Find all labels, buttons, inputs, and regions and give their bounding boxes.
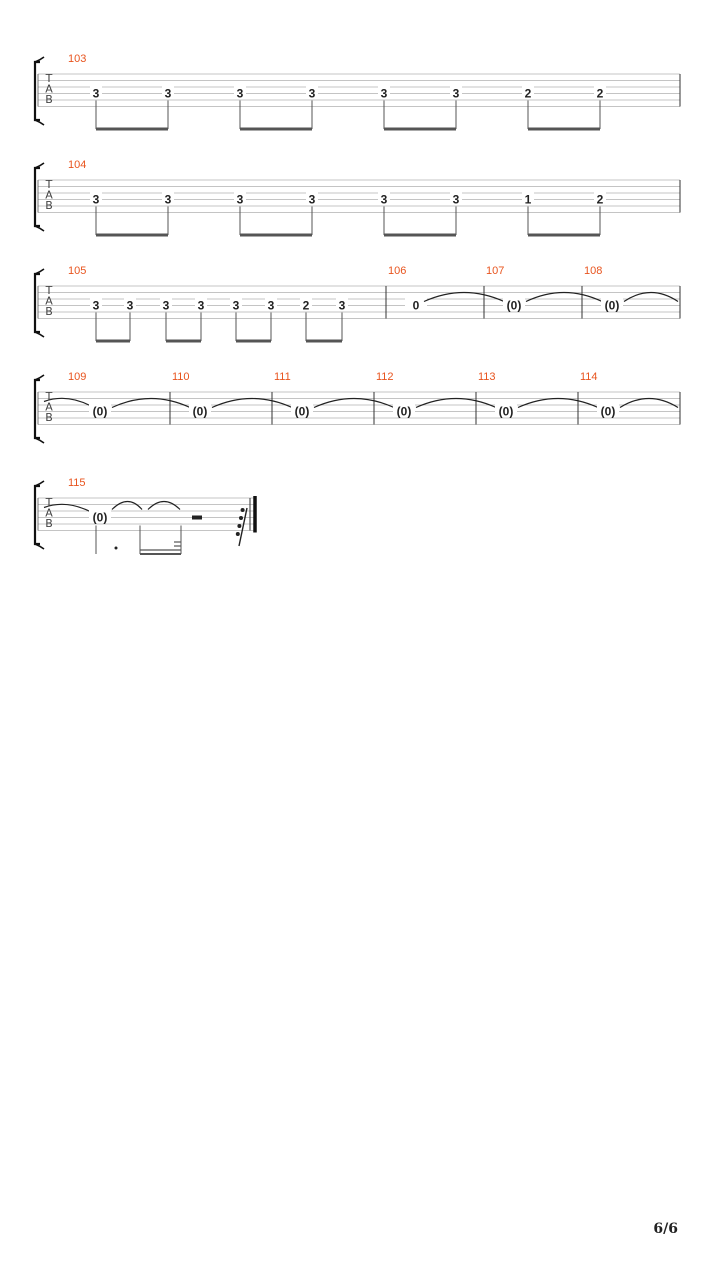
dot [115, 547, 118, 550]
tab-clef-letter: B [45, 199, 53, 212]
measure-number: 113 [478, 371, 496, 383]
measure-number: 109 [68, 371, 87, 383]
fret-number: 3 [452, 192, 460, 207]
measure-number: 111 [274, 371, 291, 383]
fret-number: 3 [197, 298, 205, 313]
measure-number: 115 [68, 477, 86, 489]
tie-arc [424, 293, 504, 302]
measure-number: 110 [172, 371, 190, 383]
fret-number: (0) [600, 404, 616, 419]
page-number: 6/6 [653, 1221, 678, 1237]
measure-number: 112 [376, 371, 394, 383]
fret-number: (0) [294, 404, 310, 419]
fret-number: 3 [232, 298, 240, 313]
tie-arc [518, 399, 598, 408]
fret-number: 3 [380, 86, 388, 101]
tie-arc [620, 399, 678, 408]
fret-number: 2 [302, 298, 310, 313]
tab-system [35, 371, 680, 443]
tab-clef-letter: T [45, 178, 53, 191]
fret-number: 3 [162, 298, 170, 313]
tab-clef-letter: B [45, 305, 53, 318]
tab-clef-letter: A [45, 82, 53, 96]
fret-number: 3 [164, 192, 172, 207]
tie-arc [112, 502, 142, 510]
fret-number: 3 [308, 86, 316, 101]
strum-dot [236, 532, 240, 536]
fret-number: (0) [506, 298, 522, 313]
tie-arc [212, 399, 292, 408]
tab-system [35, 265, 680, 341]
tab-clef-letter: A [45, 294, 53, 308]
tie-arc [624, 293, 678, 302]
tab-clef-letter: T [45, 390, 53, 403]
fret-number: 0 [412, 298, 420, 313]
system-bracket [35, 486, 40, 544]
tab-clef-letter: B [45, 93, 53, 106]
half-rest [192, 516, 202, 520]
fret-number: 3 [267, 298, 275, 313]
fret-number: (0) [604, 298, 620, 313]
fret-number: 3 [308, 192, 316, 207]
fret-number: 3 [164, 86, 172, 101]
tab-clef-letter: T [45, 496, 53, 509]
fret-number: 2 [524, 86, 532, 101]
tie-arc [314, 399, 394, 408]
tab-clef-letter: A [45, 188, 53, 202]
fret-number: (0) [192, 404, 208, 419]
fret-number: (0) [396, 404, 412, 419]
fret-number: 3 [338, 298, 346, 313]
tab-clef-letter: A [45, 506, 53, 520]
fret-number: 1 [524, 192, 532, 207]
strum-dot [239, 516, 243, 520]
measure-number: 105 [68, 265, 87, 277]
measure-number: 114 [580, 371, 598, 383]
measure-number: 108 [584, 265, 603, 277]
measure-number: 104 [68, 159, 87, 171]
tab-clef-letter: B [45, 517, 53, 530]
system-bracket [35, 380, 40, 438]
tab-clef-letter: B [45, 411, 53, 424]
tab-clef-letter: T [45, 72, 53, 85]
system-bracket [35, 62, 40, 120]
system-bracket [35, 168, 40, 226]
tab-clef-letter: T [45, 284, 53, 297]
strum-dot [241, 508, 245, 512]
fret-number: (0) [498, 404, 514, 419]
tie-arc [112, 399, 190, 408]
fret-number: 3 [452, 86, 460, 101]
fret-number: 3 [126, 298, 134, 313]
tie-arc [416, 399, 496, 408]
tab-system [35, 53, 680, 129]
tab-clef-letter: A [45, 400, 53, 414]
tie-arc [148, 502, 180, 510]
fret-number: 3 [236, 86, 244, 101]
fret-number: 3 [92, 298, 100, 313]
fret-number: 3 [380, 192, 388, 207]
measure-number: 103 [68, 53, 87, 65]
fret-number: 3 [236, 192, 244, 207]
tab-system [35, 477, 256, 554]
fret-number: (0) [92, 404, 108, 419]
tab-system [35, 159, 680, 235]
fret-number: 3 [92, 86, 100, 101]
fret-number: 2 [596, 192, 604, 207]
measure-number: 106 [388, 265, 407, 277]
fret-number: 2 [596, 86, 604, 101]
tie-arc [526, 293, 602, 302]
fret-number: 3 [92, 192, 100, 207]
strum-dot [237, 524, 241, 528]
system-bracket [35, 274, 40, 332]
fret-number: (0) [92, 510, 108, 525]
measure-number: 107 [486, 265, 505, 277]
